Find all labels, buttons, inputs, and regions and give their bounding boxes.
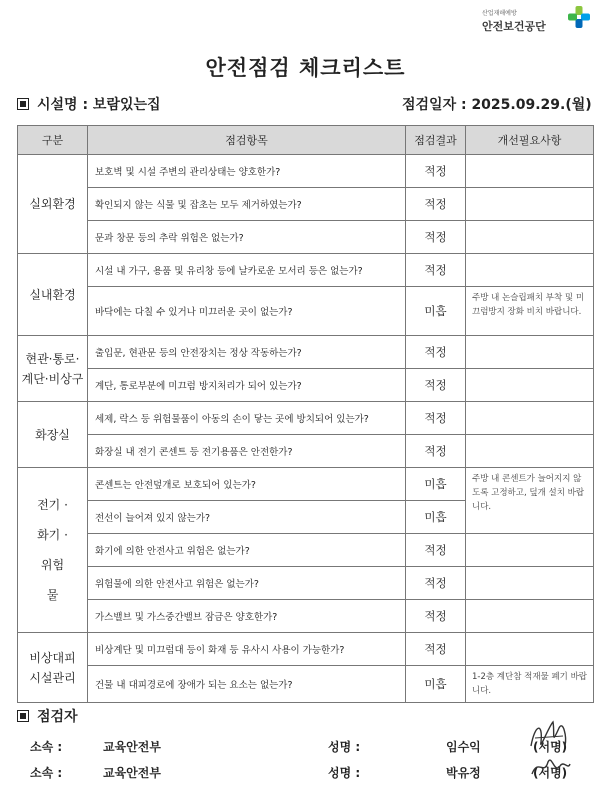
facility-name: 시설명 : 보람있는집 [37,97,161,113]
item-cell: 보호벽 및 시설 주변의 관리상태는 양호한가? [88,155,406,188]
table-row [18,402,594,435]
result-cell: 미흡 [406,666,466,703]
category-cell: 현관·통로· 계단·비상구 [18,336,88,402]
name-value: 박유정 [446,766,481,780]
handwritten-signature [525,716,575,756]
result-cell: 적정 [406,534,466,567]
square-bullet-icon [17,710,29,722]
table-row [18,600,594,633]
table-row [18,369,594,402]
sign-label: (서명) [533,766,568,780]
note-cell [466,221,594,254]
table-row [18,567,594,600]
result-cell: 적정 [406,188,466,221]
dept-label: 소속 : [30,740,63,754]
note-cell [466,435,594,468]
note-cell [466,254,594,287]
note-cell [466,633,594,666]
table-row [18,188,594,221]
note-cell [466,600,594,633]
item-cell: 확인되지 않는 식물 및 잡초는 모두 제거하였는가? [88,188,406,221]
table-row [18,534,594,567]
header-note: 개선필요사항 [466,126,594,155]
dept-value: 교육안전부 [103,766,161,780]
item-cell: 시설 내 가구, 용품 및 유리창 등에 날카로운 모서리 등은 없는가? [88,254,406,287]
name-label: 성명 : [328,766,361,780]
category-cell: 실외환경 [18,155,88,254]
inspector-heading: 점검자 [37,709,78,725]
result-cell: 미흡 [406,501,466,534]
header-category: 구분 [18,126,88,155]
inspection-date: 점검일자 : 2025.09.29.(월) [402,97,592,113]
logo-cross-icon [568,6,590,28]
sign-label: (서명) [533,740,568,754]
category-cell: 전기 · 화기 · 위험물 [18,468,88,633]
table-row [18,155,594,188]
inspector-section-heading [17,706,78,726]
result-cell: 적정 [406,435,466,468]
handwritten-signature [528,752,572,782]
note-cell [466,336,594,369]
table-row [18,221,594,254]
note-cell [466,402,594,435]
result-cell: 적정 [406,336,466,369]
table-row [18,287,594,336]
agency-logo [482,6,592,40]
dept-label: 소속 : [30,766,63,780]
item-cell: 출입문, 현관문 등의 안전장치는 정상 작동하는가? [88,336,406,369]
table-row [18,666,594,703]
note-cell: 1-2층 계단참 적재물 폐기 바랍니다. [466,666,594,703]
note-cell: 주방 내 콘센트가 늘어지지 않도록 고정하고, 덮개 설치 바랍니다. [466,468,594,534]
dept-value: 교육안전부 [103,740,161,754]
item-cell: 문과 창문 등의 추락 위험은 없는가? [88,221,406,254]
result-cell: 적정 [406,567,466,600]
checklist-table [17,125,594,703]
result-cell: 적정 [406,369,466,402]
result-cell: 미흡 [406,468,466,501]
logo-name: 안전보건공단 [482,20,546,33]
header-item: 점검항목 [88,126,406,155]
result-cell: 적정 [406,633,466,666]
note-cell [466,369,594,402]
category-cell: 화장실 [18,402,88,468]
name-label: 성명 : [328,740,361,754]
note-cell [466,155,594,188]
table-row [18,254,594,287]
table-row [18,468,594,501]
note-cell [466,188,594,221]
table-row [18,633,594,666]
category-cell: 실내환경 [18,254,88,336]
item-cell: 콘센트는 안전덮개로 보호되어 있는가? [88,468,406,501]
item-cell: 화기에 의한 안전사고 위험은 없는가? [88,534,406,567]
result-cell: 미흡 [406,287,466,336]
facility-line [17,94,161,114]
table-header-row [18,126,594,155]
table-row [18,435,594,468]
result-cell: 적정 [406,155,466,188]
result-cell: 적정 [406,254,466,287]
logo-tagline: 산업재해예방 [482,10,517,17]
note-cell: 주방 내 논슬립패치 부착 및 미끄럼방지 장화 비치 바랍니다. [466,287,594,336]
result-cell: 적정 [406,221,466,254]
item-cell: 계단, 통로부분에 미끄럼 방지처리가 되어 있는가? [88,369,406,402]
table-row [18,336,594,369]
item-cell: 바닥에는 다칠 수 있거나 미끄러운 곳이 없는가? [88,287,406,336]
square-bullet-icon [17,98,29,110]
header-result: 점검결과 [406,126,466,155]
item-cell: 화장실 내 전기 콘센트 등 전기용품은 안전한가? [88,435,406,468]
item-cell: 가스밸브 및 가스중간밸브 잠금은 양호한가? [88,600,406,633]
item-cell: 비상계단 및 미끄럼대 등이 화재 등 유사시 사용이 가능한가? [88,633,406,666]
item-cell: 건물 내 대피경로에 장애가 되는 요소는 없는가? [88,666,406,703]
item-cell: 전선이 늘어져 있지 않는가? [88,501,406,534]
name-value: 임수익 [446,740,481,754]
result-cell: 적정 [406,600,466,633]
note-cell [466,567,594,600]
note-cell [466,534,594,567]
item-cell: 위험물에 의한 안전사고 위험은 없는가? [88,567,406,600]
result-cell: 적정 [406,402,466,435]
item-cell: 세제, 락스 등 위험물품이 아동의 손이 닿는 곳에 방치되어 있는가? [88,402,406,435]
page-title: 안전점검 체크리스트 [205,56,406,80]
category-cell: 비상대피 시설관리 [18,633,88,703]
